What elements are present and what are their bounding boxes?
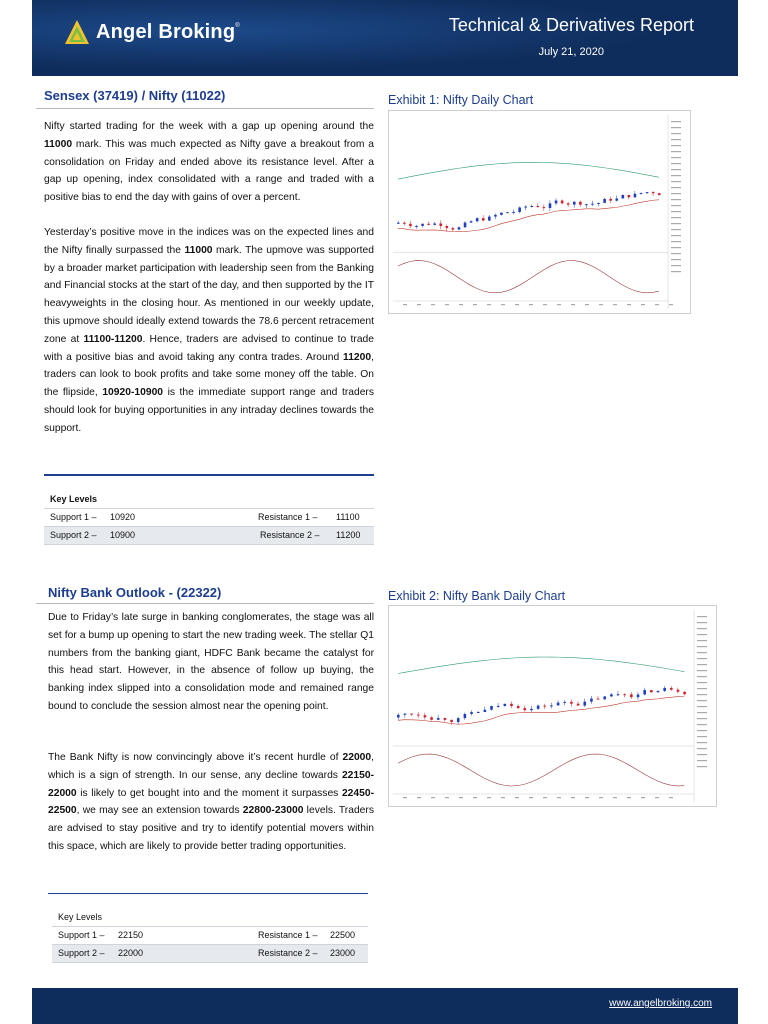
key-levels-row (44, 508, 374, 527)
support-value: 22150 (118, 930, 144, 940)
angel-logo-icon (62, 18, 92, 46)
support-label: Support 1 – (50, 512, 97, 522)
nifty-paragraph-1: Nifty started trading for the week with a gap up opening around the 11000 mark. This was much expected as Nifty gave a breakout from a consolidation on Friday and ended above its resistance level. After a gap up opening, index consolidated with a range and traded with a positive bias to end the day with gains of over a percent. (44, 121, 374, 204)
key-levels-rule (44, 474, 374, 476)
key-levels-row (52, 945, 368, 963)
nifty-daily-chart (388, 110, 691, 314)
resistance-value: 11100 (336, 512, 360, 522)
bank-nifty-candlestick-chart-icon (389, 606, 716, 806)
key-levels-heading: Key Levels (50, 494, 98, 504)
key-levels-rule (48, 893, 368, 894)
nifty-key-levels-table (44, 490, 374, 545)
bank-paragraph-1: Due to Friday’s late surge in banking conglomerates, the stage was all set for a bump up opening to start the new trading week. The stellar Q1 numbers from the banking giant, HDFC Bank became the catalyst for this head start. However, in the absence of follow up buying, the banking index slipped into a consolidation mode and remained range bound to conclude the session almost near the opening point. (48, 612, 374, 712)
report-date: July 21, 2020 (538, 46, 604, 58)
brand-logo[interactable] (62, 18, 240, 46)
resistance-label: Resistance 1 – (258, 512, 318, 522)
resistance-label: Resistance 2 – (260, 530, 320, 540)
registered-mark-icon: ® (235, 23, 240, 29)
bank-paragraph-2: The Bank Nifty is now convincingly above it’s recent hurdle of 22000, which is a sign of strength. In our sense, any decline towards 22150-22000 is likely to get bought into and the moment it surpasses 22450-22500, we may see an extension towards 22800-23000 levels. Traders are advised to stay positive and try to identify potential movers within this space, which are likely to provide better trading opportunities. (48, 752, 374, 852)
support-value: 10900 (110, 530, 136, 540)
divider (36, 108, 374, 109)
report-title: Technical & Derivatives Report (448, 15, 694, 35)
support-value: 22000 (118, 948, 144, 958)
bank-nifty-daily-chart (388, 605, 717, 807)
divider (36, 603, 374, 604)
support-label: Support 2 – (58, 948, 105, 958)
section-title-nifty: Sensex (37419) / Nifty (11022) (44, 88, 226, 103)
resistance-label: Resistance 1 – (258, 930, 318, 940)
report-footer (32, 988, 738, 1024)
bank-key-levels-table (52, 908, 368, 963)
key-levels-row (44, 527, 374, 545)
website-link[interactable]: www.angelbroking.com (609, 998, 712, 1009)
section-title-bank-nifty: Nifty Bank Outlook - (22322) (48, 585, 222, 600)
exhibit-1-title: Exhibit 1: Nifty Daily Chart (388, 93, 534, 107)
support-label: Support 1 – (58, 930, 105, 940)
report-header (32, 0, 738, 76)
brand-name: Angel Broking (96, 20, 236, 43)
resistance-value: 23000 (330, 948, 356, 958)
nifty-paragraph-2: Yesterday’s positive move in the indices was on the expected lines and the Nifty finally surpassed the 11000 mark. The upmove was supported by a broader market participation with leadership seen from the Banking and Financial stocks at the start of the day, and then supported by the IT heavyweights in the closing hour. As mentioned in our weekly update, this upmove should ideally extend towards the 78.6 percent retracement zone at 11100-11200. Hence, traders are advised to continue to trade with a positive bias and avoid taking any contra trades. Around 11200, traders can look to book profits and take some money off the table. On the flipside, 10920-10900 is the immediate support range and traders should look for buying opportunities in any intraday declines towards the support. (44, 227, 374, 434)
support-label: Support 2 – (50, 530, 97, 540)
resistance-value: 22500 (330, 930, 356, 940)
key-levels-heading: Key Levels (58, 912, 103, 922)
exhibit-2-title: Exhibit 2: Nifty Bank Daily Chart (388, 589, 566, 603)
resistance-label: Resistance 2 – (258, 948, 318, 958)
key-levels-row (52, 926, 368, 945)
support-value: 10920 (110, 512, 136, 522)
resistance-value: 11200 (336, 530, 361, 540)
nifty-candlestick-chart-icon (389, 111, 690, 313)
